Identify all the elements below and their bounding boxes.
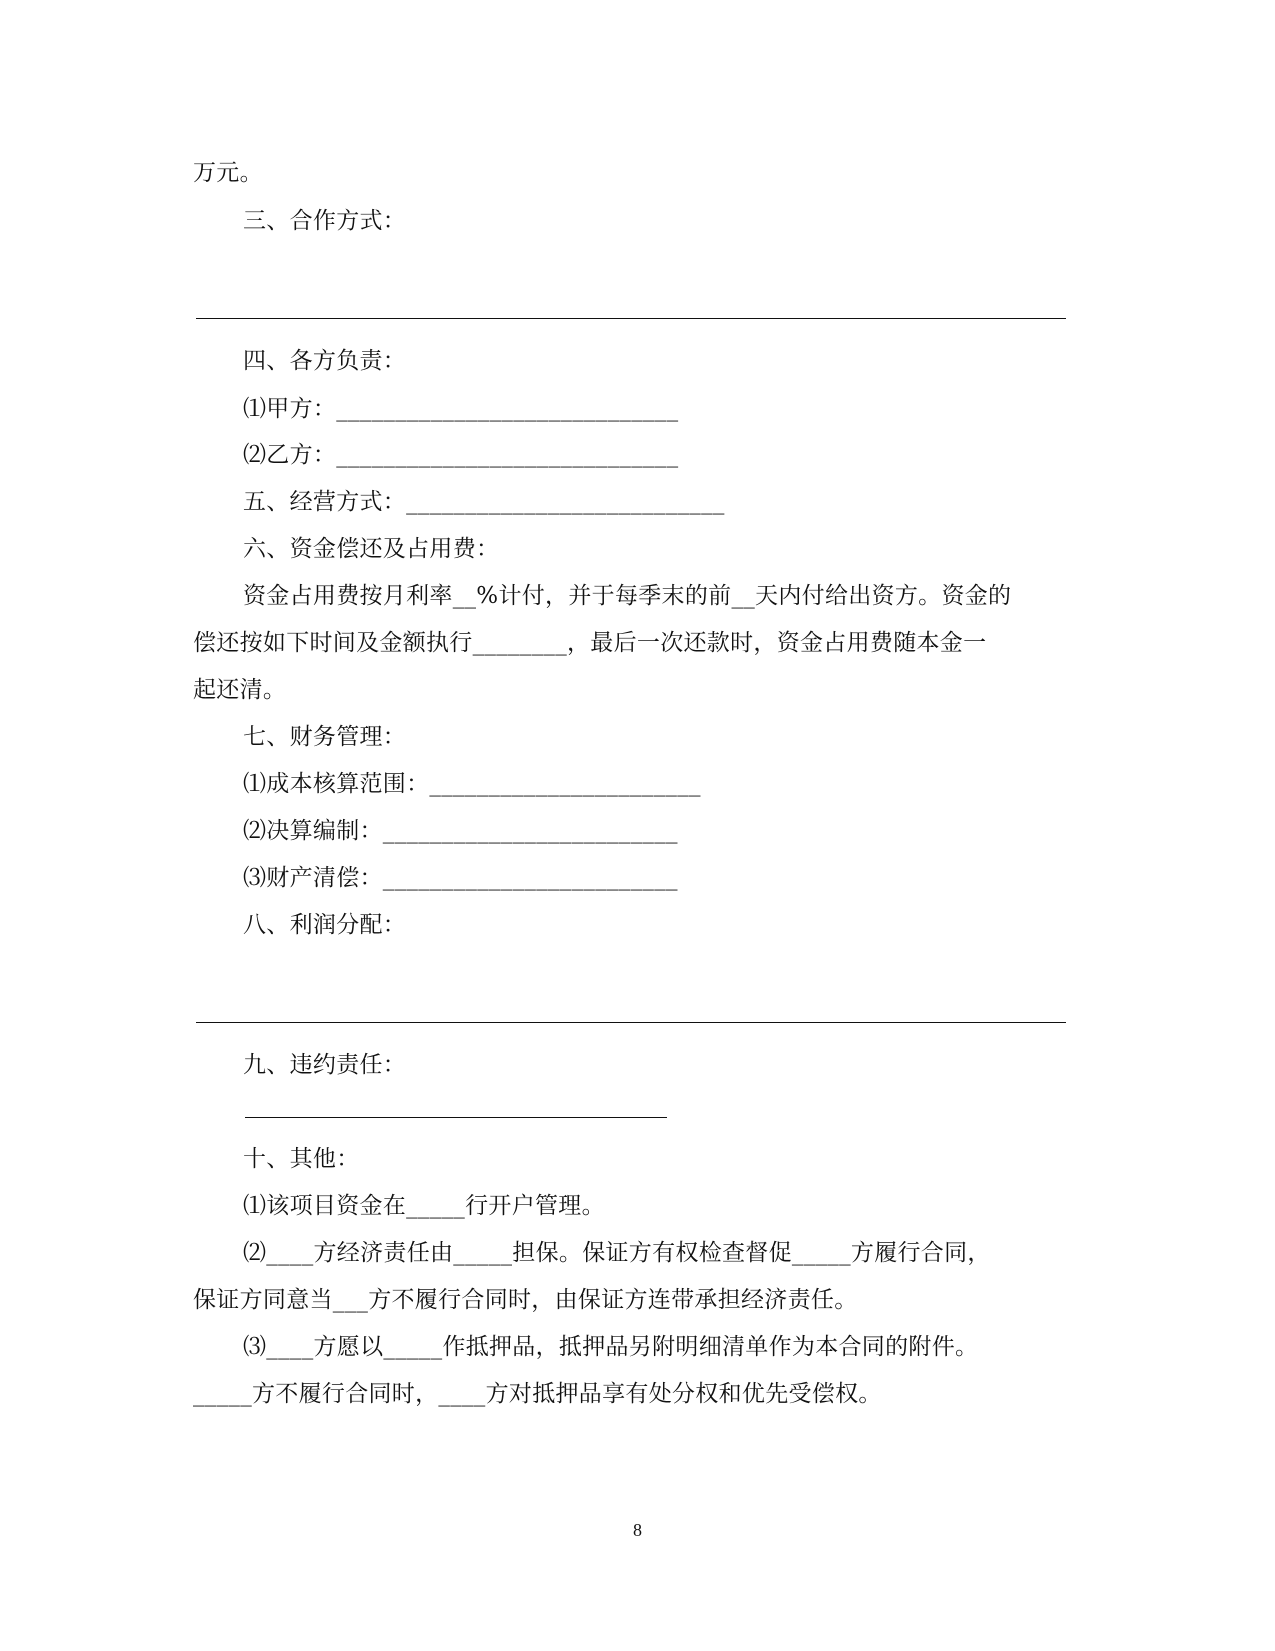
text-line: ⑴该项目资金在_____行开户管理。 bbox=[243, 1193, 605, 1219]
section-heading-operation: 五、经营方式：___________________________ bbox=[243, 489, 725, 515]
blank-line-profit bbox=[196, 1022, 1066, 1023]
section-heading-profit: 八、利润分配： bbox=[243, 912, 407, 938]
blank-line-cooperation bbox=[196, 318, 1066, 319]
text-line: 保证方同意当___方不履行合同时，由保证方连带承担经济责任。 bbox=[193, 1287, 858, 1313]
text-line: ⑵____方经济责任由_____担保。保证方有权检查督促_____方履行合同， bbox=[243, 1240, 991, 1266]
text-line: ⑴甲方：_____________________________ bbox=[243, 396, 679, 422]
section-heading-finance: 七、财务管理： bbox=[243, 724, 407, 750]
section-heading-liability: 九、违约责任： bbox=[243, 1052, 407, 1078]
text-line: 资金占用费按月利率__%计付，并于每季末的前__天内付给出资方。资金的 bbox=[243, 583, 1012, 609]
text-line: ⑶财产清偿：_________________________ bbox=[243, 865, 678, 891]
page-number: 8 bbox=[633, 1520, 642, 1540]
text-line: ⑴成本核算范围：_______________________ bbox=[243, 771, 701, 797]
text-line: 万元。 bbox=[193, 160, 263, 186]
text-line: ⑶____方愿以_____作抵押品，抵押品另附明细清单作为本合同的附件。 bbox=[243, 1334, 979, 1360]
section-heading-responsibilities: 四、各方负责： bbox=[243, 348, 407, 374]
text-line: ⑵乙方：_____________________________ bbox=[243, 442, 679, 468]
section-heading-repayment: 六、资金偿还及占用费： bbox=[243, 536, 500, 562]
section-heading-cooperation: 三、合作方式： bbox=[243, 208, 407, 234]
text-line: _____方不履行合同时，____方对抵押品享有处分权和优先受偿权。 bbox=[193, 1381, 882, 1407]
text-line: ⑵决算编制：_________________________ bbox=[243, 818, 678, 844]
section-heading-other: 十、其他： bbox=[243, 1146, 360, 1172]
text-line: 偿还按如下时间及金额执行________，最后一次还款时，资金占用费随本金一 bbox=[193, 630, 987, 656]
text-line: 起还清。 bbox=[193, 677, 287, 703]
blank-line-liability bbox=[245, 1117, 667, 1118]
